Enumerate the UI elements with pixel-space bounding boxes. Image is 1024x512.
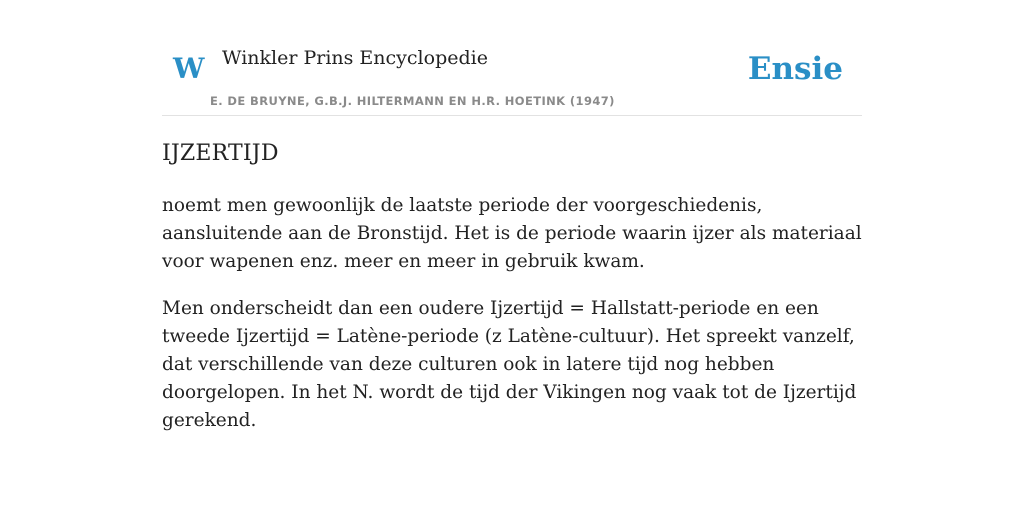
source-title[interactable]: Winkler Prins Encyclopedie bbox=[222, 47, 488, 69]
article-paragraph: noemt men gewoonlijk de laatste periode der voorgeschiedenis, aansluitende aan de Bronstijd. Het is de periode waarin ijzer als materiaal voor wapenen enz. meer en meer in gebruik kwam. bbox=[162, 195, 862, 272]
ensie-logo[interactable]: Ensie bbox=[747, 51, 843, 87]
source-header bbox=[162, 0, 862, 116]
source-authors: E. DE BRUYNE, G.B.J. HILTERMANN EN H.R. HOETINK (1947) bbox=[210, 94, 615, 108]
page bbox=[162, 0, 862, 512]
article-body bbox=[162, 192, 862, 454]
article-title: IJZERTIJD bbox=[162, 141, 279, 166]
source-logo[interactable]: W bbox=[173, 52, 205, 85]
article-paragraph: Men onderscheidt dan een oudere Ijzertijd = Hallstatt-periode en een tweede Ijzertijd = Latène-periode (z Latène-cultuur). Het spreekt vanzelf, dat verschillende van deze culturen ook in latere tijd nog hebben doorgelopen. In het N. wordt de tijd der Vikingen nog vaak tot de Ijzertijd gerekend. bbox=[162, 298, 857, 431]
